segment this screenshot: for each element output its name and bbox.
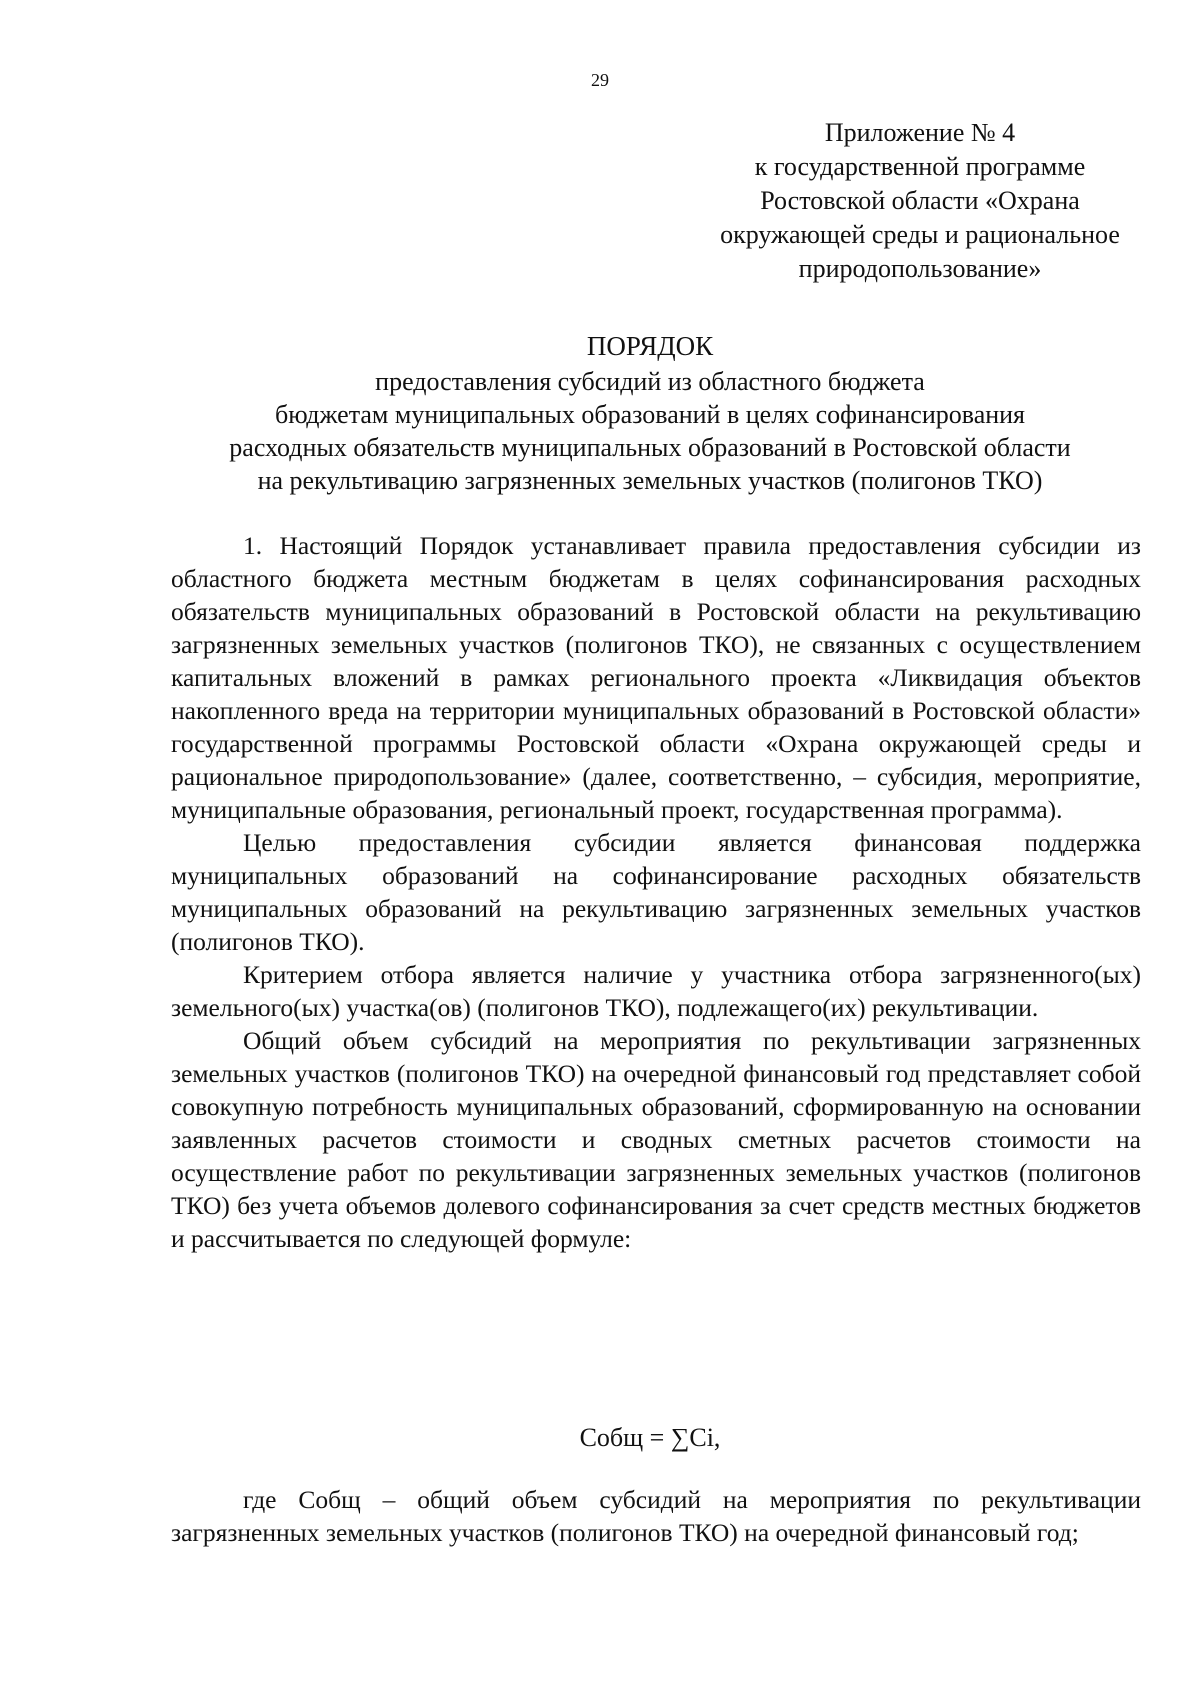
subtitle-line: предоставления субсидий из областного бюджета xyxy=(375,367,925,396)
paragraph: Общий объем субсидий на мероприятия по рекультивации загрязненных земельных участков (полигонов ТКО) на очередной финансовый год представляет собой совокупную потребность муниципальных образований, сформированную на основании заявленных расчетов стоимости и сводных сметных расчетов стоимости на осуществление работ по рекультивации загрязненных земельных участков (полигонов ТКО) без учета объемов долевого софинансирования за счет средств местных бюджетов и рассчитывается по следующей формуле: xyxy=(171,1026,1141,1253)
formula-explanation xyxy=(171,1483,1141,1549)
formula: Cобщ = ∑Ci, xyxy=(579,1423,721,1452)
paragraph: 1. Настоящий Порядок устанавливает правила предоставления субсидии из областного бюджета местным бюджетам в целях софинансирования расходных обязательств муниципальных образований в Ростовской области на рекультивацию загрязненных земельных участков (полигонов ТКО), не связанных с осуществлением капитальных вложений в рамках регионального проекта «Ликвидация объектов накопленного вреда на территории муниципальных образований в Ростовской области» государственной программы Ростовской области «Охрана окружающей среды и рациональное природопользование» (далее, соответственно, – субсидия, мероприятие, муниципальные образования, региональный проект, государственная программа). xyxy=(171,531,1141,824)
appendix-line: окружающей среды и рациональное xyxy=(720,220,1120,249)
appendix-line: Приложение № 4 xyxy=(824,118,1016,147)
subtitle-line: бюджетам муниципальных образований в целях софинансирования xyxy=(274,400,1026,429)
document-body xyxy=(171,529,1141,1255)
appendix-line: к государственной программе xyxy=(754,152,1086,181)
appendix-line: Ростовской области «Охрана xyxy=(760,186,1080,215)
page-number: 29 xyxy=(591,70,609,90)
paragraph: где Cобщ – общий объем субсидий на мероприятия по рекультивации загрязненных земельных участков (полигонов ТКО) на очередной финансовый год; xyxy=(171,1485,1141,1547)
subtitle-line: расходных обязательств муниципальных образований в Ростовской области xyxy=(229,433,1071,462)
document-heading xyxy=(150,330,1150,497)
paragraph: Критерием отбора является наличие у участника отбора загрязненного(ых) земельного(ых) участка(ов) (полигонов ТКО), подлежащего(их) рекультивации. xyxy=(171,960,1141,1022)
subtitle-line: на рекультивацию загрязненных земельных участков (полигонов ТКО) xyxy=(257,466,1043,495)
document-title: ПОРЯДОК xyxy=(586,331,714,361)
appendix-header xyxy=(690,116,1150,286)
appendix-line: природопользование» xyxy=(798,254,1042,283)
paragraph: Целью предоставления субсидии является финансовая поддержка муниципальных образований на софинансирование расходных обязательств муниципальных образований на рекультивацию загрязненных земельных участков (полигонов ТКО). xyxy=(171,828,1141,956)
